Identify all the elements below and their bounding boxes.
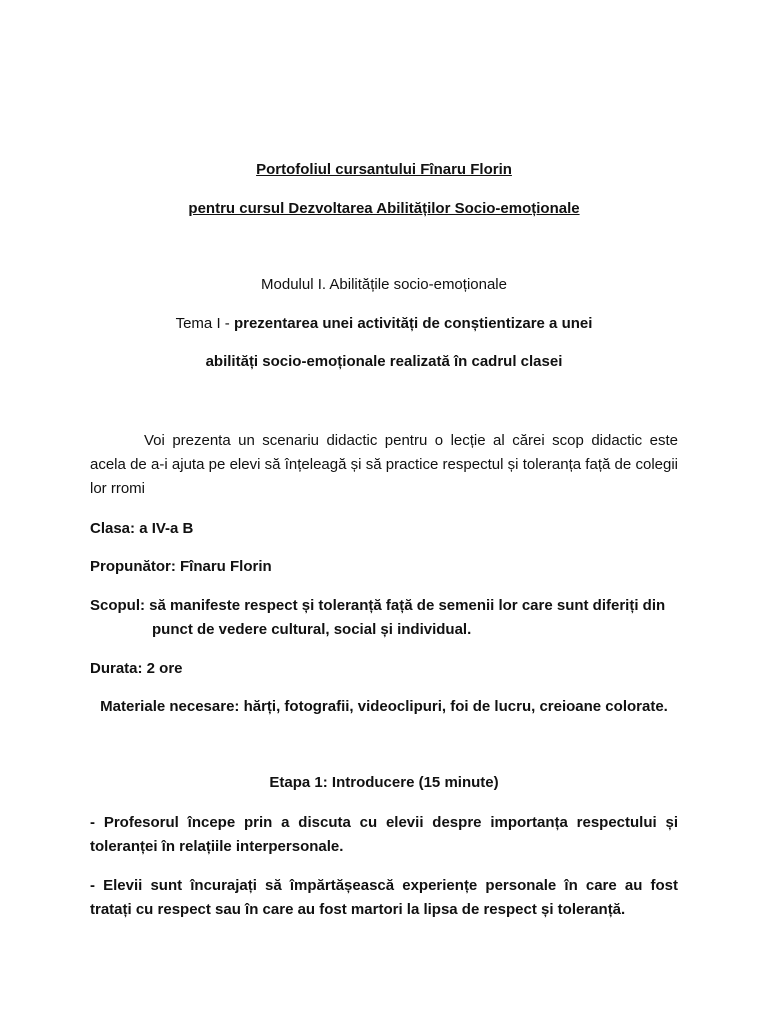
title-line-1: Portofoliul cursantului Fînaru Florin bbox=[256, 161, 512, 178]
theme-line-2: abilități socio-emoționale realizată în cadrul clasei bbox=[205, 353, 563, 370]
theme-line-1 bbox=[0, 315, 768, 332]
purpose-line-1: Scopul: să manifeste respect și toleranță față de semenii lor care sunt diferiți din bbox=[90, 597, 666, 614]
module-heading: Modulul I. Abilitățile socio-emoționale bbox=[261, 276, 507, 293]
title-line-2: pentru cursul Dezvoltarea Abilităților Socio-emoționale bbox=[188, 200, 580, 217]
intro-paragraph: Voi prezenta un scenariu didactic pentru o lecție al cărei scop didactic este acela de a-i ajuta pe elevi să înțeleagă și să practice respectul și toleranța față de colegii lor rromi bbox=[90, 432, 678, 497]
class-field: Clasa: a IV-a B bbox=[90, 520, 194, 537]
stage-1-bullet-1: - Profesorul începe prin a discuta cu elevii despre importanța respectului și toleranței în relațiile interpersonale. bbox=[90, 814, 678, 855]
duration-field: Durata: 2 ore bbox=[90, 660, 183, 677]
theme-prefix: Tema I - bbox=[175, 315, 234, 332]
proposer-field: Propunător: Fînaru Florin bbox=[90, 558, 272, 575]
stage-1-bullet-2: - Elevii sunt încurajați să împărtășească experiențe personale în care au fost tratați cu respect sau în care au fost martori la lipsa de respect și toleranță. bbox=[90, 877, 678, 918]
stage-1-heading: Etapa 1: Introducere (15 minute) bbox=[269, 774, 499, 791]
materials-field: Materiale necesare: hărți, fotografii, videoclipuri, foi de lucru, creioane colorate. bbox=[100, 698, 668, 715]
theme-title-part-1: prezentarea unei activități de conștientizare a unei bbox=[233, 315, 593, 332]
purpose-line-2: punct de vedere cultural, social și individual. bbox=[152, 621, 472, 638]
